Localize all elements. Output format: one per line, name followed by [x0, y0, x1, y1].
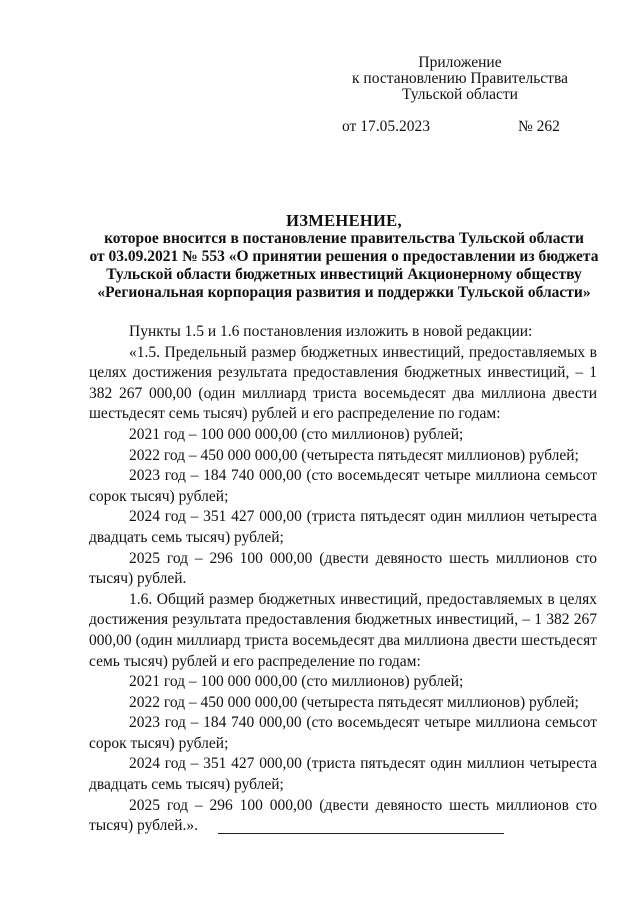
appendix-decree-ref: к постановлению Правительства	[352, 70, 568, 87]
decree-number: № 262	[518, 118, 560, 135]
clause-1-5-year-2023: 2023 год – 184 740 000,00 (сто восемьдесят четыре миллиона семьсот сорок тысяч) рублей;	[89, 467, 597, 505]
clause-1-6-year-2022: 2022 год – 450 000 000,00 (четыреста пятьдесят миллионов) рублей;	[129, 693, 579, 711]
clause-1-6-year-2021: 2021 год – 100 000 000,00 (сто миллионов) рублей;	[129, 673, 464, 691]
clause-1-5: «1.5. Предельный размер бюджетных инвестиций, предоставляемых в целях достижения результата предоставления бюджетных инвестиций, – 1 382 267 000,00 (один миллиард триста восемьдесят два миллиона двести шестьдесят семь тысяч) рублей и его распределение по годам:	[89, 343, 597, 423]
document-body	[89, 322, 597, 837]
clause-1-6: 1.6. Общий размер бюджетных инвестиций, предоставляемых в целях достижения результата предоставления бюджетных инвестиций, – 1 382 267 000,00 (один миллиард триста восемьдесят два миллиона двести шестьдесят семь тысяч) рублей и его распределение по годам:	[89, 590, 597, 670]
decree-date-number	[0, 118, 640, 136]
clause-1-5-year-2021: 2021 год – 100 000 000,00 (сто миллионов) рублей;	[129, 425, 464, 443]
title-heading: ИЗМЕНЕНИЕ,	[286, 211, 402, 230]
decree-date: от 17.05.2023	[342, 118, 430, 135]
clause-1-5-year-2024: 2024 год – 351 427 000,00 (триста пятьдесят один миллион четыреста двадцать семь тысяч) рублей;	[89, 508, 597, 546]
clause-1-6-year-2025: 2025 год – 296 100 000,00 (двести девяносто шесть миллионов сто тысяч) рублей.».	[89, 796, 597, 835]
clause-1-6-year-2024: 2024 год – 351 427 000,00 (триста пятьдесят один миллион четыреста двадцать семь тысяч) рублей;	[89, 755, 597, 794]
appendix-label: Приложение	[418, 54, 502, 71]
clause-1-6-year-2023: 2023 год – 184 740 000,00 (сто восемьдесят четыре миллиона семьсот сорок тысяч) рублей;	[89, 714, 597, 752]
title-line: Тульской области бюджетных инвестиций Акционерному обществу	[106, 266, 582, 283]
appendix-header	[340, 55, 580, 103]
footer-divider	[218, 833, 504, 834]
title-line: «Региональная корпорация развития и поддержки Тульской области»	[97, 284, 591, 301]
appendix-region: Тульской области	[402, 86, 518, 103]
title-line: от 03.09.2021 № 553 «О принятии решения о предоставлении из бюджета	[89, 248, 599, 265]
clause-1-5-year-2025: 2025 год – 296 100 000,00 (двести девяносто шесть миллионов сто тысяч) рублей.	[89, 549, 597, 588]
intro-paragraph: Пункты 1.5 и 1.6 постановления изложить в новой редакции:	[129, 323, 533, 340]
clause-1-5-year-2022: 2022 год – 450 000 000,00 (четыреста пятьдесят миллионов) рублей;	[129, 446, 579, 464]
title-line: которое вносится в постановление правительства Тульской области	[104, 230, 584, 247]
document-title	[80, 212, 608, 302]
